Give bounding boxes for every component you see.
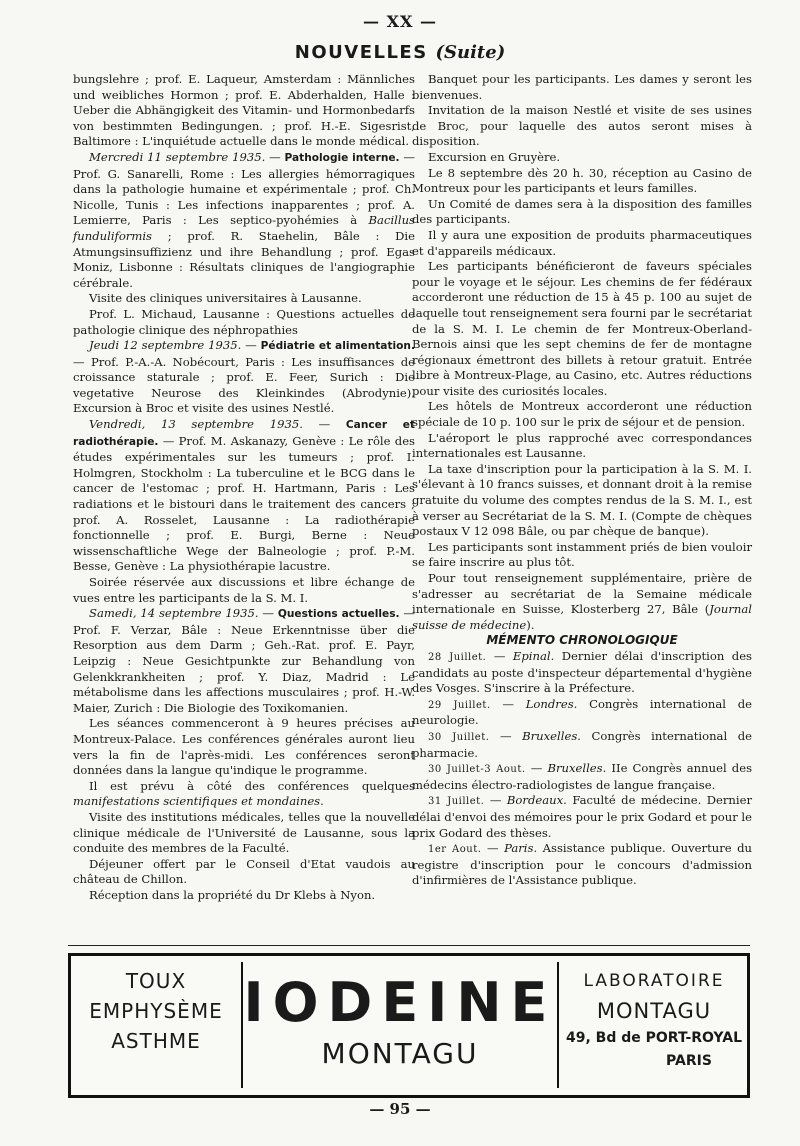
paragraph: Les séances commenceront à 9 heures précises au Montreux-Palace. Les conférences générales auront lieu vers la fin de l'après-midi. Les conférences seront données dans la langue qu'indique le programme. [73,716,415,778]
ad-indication: ASTHME [111,1029,201,1053]
text: Il est prévu à côté des conférences quelques [89,778,415,793]
entry-text: Assistance publique. Ouverture du registre d'inscription pour le concours d'admission d'infirmières de l'Assistance publique. [412,841,752,888]
paragraph [73,779,415,810]
paragraph [73,606,415,716]
paragraph: Banquet pour les participants. Les dames y seront les bienvenues. [412,72,752,102]
italic-text: Journal suisse de médecine [412,602,752,632]
paragraph [73,150,415,291]
text: ). [526,617,535,632]
paragraph: Déjeuner offert par le Conseil d'Etat vaudois au château de Chillon. [73,856,415,887]
ad-lab-line: LABORATOIRE [583,971,725,991]
paragraph: Les hôtels de Montreux accorderont une réduction spéciale de 10 p. 100 sur le prix de séjour et de pension. [412,399,752,430]
paragraph: Les participants bénéficieront de faveurs spéciales pour le voyage et le séjour. Les chemins de fer fédéraux accorderont une réduction de 15 à 45 p. 100 au sujet de laquelle tout renseignement sera fourni par le secrétariat de la S. M. I. Le chemin de fer Montreux-Oberland-Bernois ainsi que les sept chemins de fer de montagne régionaux émettront des billets à retour gratuit. Entrée libre à Montreux-Plage, au Casino, etc. Autres réductions pour visite des curiosités locales. [412,259,752,398]
text: — Prof. F. Verzar, Bâle : Neue Erkenntnisse über die Resorption aus dem Darm ; Geh.-Rat. prof. E. Payr, Leipzig : Neue Gesichtpunkte zur Behandlung von Gelenkkrankheiten ; prof. Y. Diaz, Madrid : Le métabolisme dans les affections musculaires ; prof. H.-W. Maier, Zurich : Die Biologie des Toxikomanien. [73,606,415,715]
section-suffix: (Suite) [435,42,506,63]
dash: — [489,728,523,743]
entry-date: 1er Aout. [428,844,482,856]
entry-text: Congrès international de neurologie. [412,696,752,728]
entry-text: IIe Congrès annuel des médecins électro-radiologistes de langue française. [412,761,753,792]
paragraph: bungslehre ; prof. E. Laqueur, Amsterdam : Männliches und weibliches Hormon ; prof. E. Abderhalden, Halle : Ueber die Abhängigkeit des Vitamin- und Hormonbedarfs von bestimmten Bedingungen. ; prof. H.-E. Sigesrist, Baltimore : L'inquiétude actuelle dans le monde médical. [73,72,415,149]
memento-entry [412,761,752,793]
ad-laboratory [561,966,747,1086]
paragraph: Visite des cliniques universitaires à Lausanne. [89,291,362,306]
dash: — [486,648,513,663]
ad-lab-name: MONTAGU [596,999,712,1023]
italic-text: manifestations scientifiques et mondaines [73,794,321,809]
entry-place: Paris. [504,841,538,856]
session-heading: Pédiatrie et alimentation. [260,340,415,353]
entry-date: 28 Juillet. [428,651,487,663]
date: Samedi, 14 septembre 1935. [89,606,259,621]
section-title: NOUVELLES [294,42,428,63]
entry-place: Bordeaux. [506,793,567,808]
dash: — [302,417,346,432]
page-roman-number: — XX — [363,12,437,31]
page-number: — 95 — [369,1100,431,1118]
paragraph [73,417,415,575]
right-column [412,72,752,889]
ad-brand-sub: MONTAGU [321,1037,479,1070]
paragraph: Un Comité de dames sera à la disposition des familles des participants. [412,196,752,227]
text: Pour tout renseignement supplémentaire, prière de s'adresser au secrétariat de la Semaine médicale internationale en Suisse, Klosterberg 27, Bâle ( [412,571,752,617]
entry-date: 30 Juillet-3 Aout. [428,764,526,776]
ad-brand-name: IODEINE [243,971,557,1034]
date: Vendredi, 13 septembre 1935. [89,417,303,432]
dash: — [484,793,507,808]
dash: — [258,606,278,621]
session-heading: Questions actuelles. [277,608,400,621]
dash: — [241,338,261,353]
text: — Prof. G. Sanarelli, Rome : Les allergies hémorragiques dans la pathologie humaine et expérimentale ; prof. Ch. Nicolle, Tunis : Les infections inapparentes ; prof. A. Lemierre, Paris : Les septico-pyohémies à [73,149,415,228]
paragraph: Le 8 septembre dès 20 h. 30, réception au Casino de Montreux pour les participants et leurs familles. [412,165,752,196]
paragraph: La taxe d'inscription pour la participation à la S. M. I. s'élevant à 10 francs suisses, et donnant droit à la remise gratuite du volume des comptes rendus de la S. M. I., est à verser au Secrétariat de la S. M. I. (Compte de chèques postaux V 12 098 Bâle, ou par chèque de banque). [412,461,752,539]
memento-entry [412,841,752,889]
entry-text: Faculté de médecine. Dernier délai d'envoi des mémoires pour le prix Godard et pour le prix Godard des thèses. [412,793,753,840]
paragraph: Les participants sont instamment priés de bien vouloir se faire inscrire au plus tôt. [412,539,752,570]
ad-lab-city: PARIS [666,1053,712,1069]
section-header [0,42,800,63]
date: Jeudi 12 septembre 1935. [89,338,242,353]
session-heading: Cancer et radiothérapie. [73,419,415,448]
paragraph: Invitation de la maison Nestlé et visite de ses usines de Broc, pour laquelle des autos seront mises à disposition. [412,103,752,149]
dash: — [525,761,548,776]
text: ; prof. R. Staehelin, Bâle : Die Atmungsinsuffizienz und ihre Behandlung ; prof. Egas Moniz, Lisbonne : Résultats cliniques de l'angiographie cérébrale. [73,228,415,290]
entry-text: Dernier délai d'inscription des candidats au poste d'inspecteur départemental d'hygiène des Vosges. S'inscrire à la Préfecture. [412,648,753,696]
dash: — [490,696,526,711]
text: — Prof. P.-A.-A. Nobécourt, Paris : Les insuffisances de croissance staturale ; prof. E. Feer, Surich : Die vegetative Neurose des Kleinkindes (Abrodynie). Excursion à Broc et visite des usines Nestlé. [73,354,415,416]
entry-date: 29 Juillet. [428,699,491,711]
left-column [73,72,415,903]
memento-heading: MÉMENTO CHRONOLOGIQUE [486,633,678,648]
memento-entry [412,697,752,729]
italic-text: Bacillus funduliformis [73,213,415,243]
ad-brand-box [241,962,559,1088]
paragraph: Soirée réservée aux discussions et libre échange de vues entre les participants de la S. M. I. [73,575,415,605]
entry-place: Londres. [525,696,578,711]
ad-indication: TOUX [125,969,187,993]
paragraph: Visite des institutions médicales, telles que la nouvelle clinique médicale de l'Université de Lausanne, sous la conduite des membres de la Faculté. [73,809,415,856]
dash: — [265,149,285,164]
text: — Prof. M. Askanazy, Genève : Le rôle des études expérimentales sur les tumeurs ; prof. I. Holmgren, Stockholm : La tuberculine et le BCG dans le cancer de l'estomac ; prof. H. Hartmann, Paris : Les radiations et le bistouri dans le traitement des cancers ; prof. A. Rosselet, Lausanne : La radiothérapie fonctionnelle ; prof. E. Burgi, Berne : Neue wissenschaftliche Wege der Balneologie ; prof. P.-M. Besse, Genève : La physiothérapie lacustre. [73,433,415,574]
paragraph: Excursion en Gruyère. [428,149,561,164]
entry-date: 31 Juillet. [428,796,485,808]
advertisement [68,953,750,1098]
paragraph [412,571,752,633]
entry-text: Congrès international de pharmacie. [412,728,753,760]
paragraph: Réception dans la propriété du Dr Klebs à Nyon. [89,887,376,902]
dash: — [481,841,505,856]
divider [68,945,750,946]
entry-place: Epinal. [512,648,555,663]
paragraph [73,338,415,417]
paragraph: L'aéroport le plus rapproché avec correspondances internationales est Lausanne. [412,430,752,461]
ad-indications [71,966,241,1086]
date: Mercredi 11 septembre 1935. [89,149,266,164]
text: . [320,794,324,809]
ad-lab-address: 49, Bd de PORT-ROYAL [566,1030,742,1046]
entry-date: 30 Juillet. [428,731,490,743]
memento-entry [412,649,752,697]
paragraph: Prof. L. Michaud, Lausanne : Questions actuelles de pathologie clinique des néphropathies [73,306,415,337]
entry-place: Bruxelles. [547,761,607,776]
memento-entry [412,793,752,841]
paragraph: Il y aura une exposition de produits pharmaceutiques et d'appareils médicaux. [412,227,752,258]
entry-place: Bruxelles. [522,728,581,743]
session-heading: Pathologie interne. [284,151,400,164]
ad-indication: EMPHYSÈME [89,999,223,1023]
memento-entry [412,729,752,761]
